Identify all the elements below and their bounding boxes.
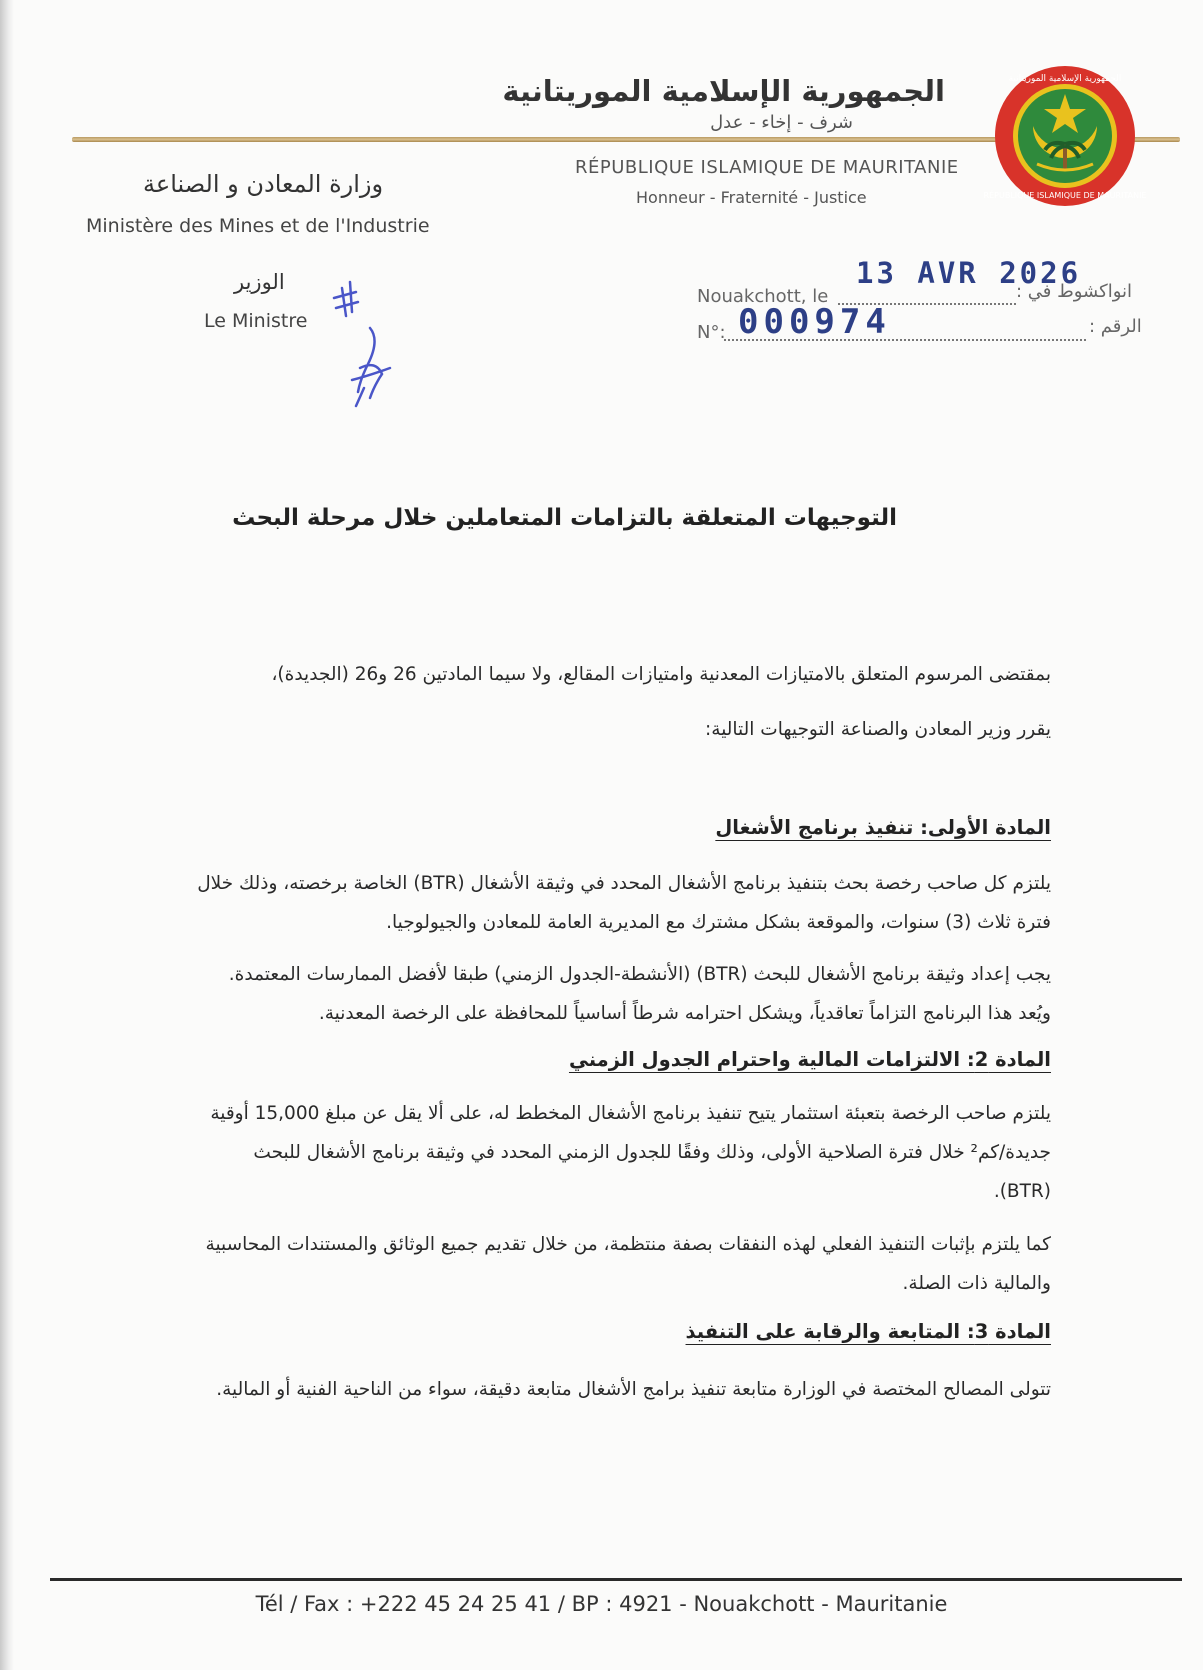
motto-french: Honneur - Fraternité - Justice	[636, 188, 867, 207]
article-paragraph: تتولى المصالح المختصة في الوزارة متابعة تنفيذ برامج الأشغال متابعة دقيقة، سواء من الناحية الفنية أو المالية.	[216, 1379, 1051, 1400]
ministry-arabic: وزارة المعادن و الصناعة	[143, 170, 384, 198]
date-stamp: 13 AVR 2026	[856, 256, 1082, 290]
preamble-paragraph: يقرر وزير المعادن والصناعة التوجيهات التالية:	[705, 719, 1051, 740]
svg-text:RÉPUBLIQUE ISLAMIQUE DE MAURIT: RÉPUBLIQUE ISLAMIQUE DE MAURITANIE	[983, 191, 1147, 200]
svg-text:الجمهورية الإسلامية الموريتاني: الجمهورية الإسلامية الموريتانية	[1008, 74, 1122, 84]
motto-arabic: شرف - إخاء - عدل	[710, 112, 853, 133]
reference-number-stamp: 000974	[738, 302, 891, 342]
article-paragraph: يلتزم كل صاحب رخصة بحث بتنفيذ برنامج الأشغال المحدد في وثيقة الأشغال (BTR) الخاصة برخصته، وذلك خلال فترة ثلاث (3) سنوات، والموقعة بشكل مشترك مع المديرية العامة للمعادن والجيولوجيا.	[197, 873, 1051, 933]
number-label-arabic: الرقم :	[1089, 316, 1142, 337]
footer-contact: Tél / Fax : +222 45 24 25 41 / BP : 4921 - Nouakchott - Mauritanie	[255, 1592, 948, 1616]
number-label-french: N°:	[697, 322, 726, 343]
article-heading: المادة 3: المتابعة والرقابة على التنفيذ	[685, 1320, 1051, 1343]
article-paragraph: يلتزم صاحب الرخصة بتعبئة استثمار يتيح تنفيذ برنامج الأشغال المخطط له، على ألا يقل عن مبلغ 15,000 أوقية جديدة/كم² خلال فترة الصلاحية الأولى، وذلك وفقًا للجدول الزمني المحدد في وثيقة برنامج الأشغال للبحث (BTR).	[210, 1103, 1051, 1202]
ministry-french: Ministère des Mines et de l'Industrie	[86, 215, 430, 237]
national-seal-icon	[983, 64, 1147, 208]
footer-divider	[50, 1578, 1182, 1581]
document-title: التوجيهات المتعلقة بالتزامات المتعاملين خلال مرحلة البحث	[232, 505, 897, 531]
preamble-paragraph: بمقتضى المرسوم المتعلق بالامتيازات المعدنية وامتيازات المقالع، ولا سيما المادتين 26 و26 (الجديدة)،	[271, 664, 1051, 685]
republic-arabic: الجمهورية الإسلامية الموريتانية	[502, 74, 945, 108]
article-paragraph: يجب إعداد وثيقة برنامج الأشغال للبحث (BTR) (الأنشطة-الجدول الزمني) طبقا لأفضل الممارسات المعتمدة. ويُعد هذا البرنامج التزاماً تعاقدياً، ويشكل احترامه شرطاً أساسياً للمحافظة على الرخصة المعدنية.	[228, 964, 1051, 1024]
article-paragraph: كما يلتزم بإثبات التنفيذ الفعلي لهذه النفقات بصفة منتظمة، من خلال تقديم جميع الوثائق والمستندات المحاسبية والمالية ذات الصلة.	[205, 1234, 1051, 1294]
minister-french: Le Ministre	[204, 310, 308, 332]
republic-french: RÉPUBLIQUE ISLAMIQUE DE MAURITANIE	[575, 157, 959, 178]
article-heading: المادة 2: الالتزامات المالية واحترام الجدول الزمني	[568, 1048, 1051, 1071]
place-label-arabic: انواكشوط في :	[1016, 281, 1132, 302]
signature-icon	[330, 268, 410, 418]
article-heading: المادة الأولى: تنفيذ برنامج الأشغال	[715, 816, 1051, 839]
scan-edge-shadow	[0, 0, 14, 1670]
place-label-french: Nouakchott, le	[697, 286, 829, 307]
minister-arabic: الوزير	[234, 270, 285, 294]
